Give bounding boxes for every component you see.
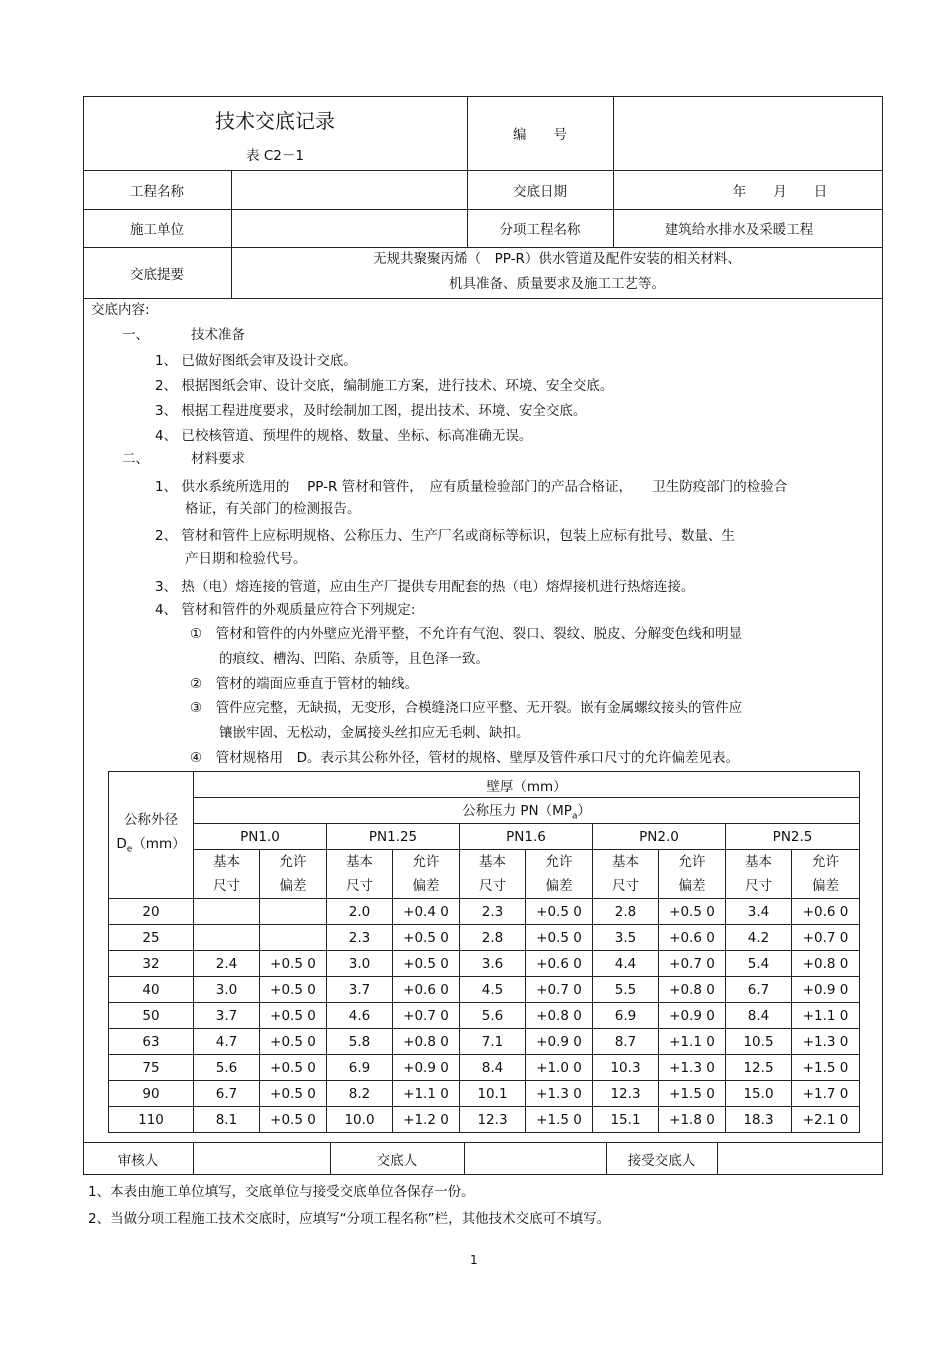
basic-label-1: 基本 (346, 854, 373, 870)
tolerance-cell: +1.5 0 (659, 1081, 726, 1107)
sub-item-2: ② 管材的端面应垂直于管材的轴线。 (190, 676, 419, 692)
outer-diameter-cell: 50 (109, 1003, 194, 1029)
sub-item-1-line-2: 的痕纹、槽沟、凹陷、杂质等，且色泽一致。 (219, 651, 489, 667)
subproject-label: 分项工程名称 (499, 222, 581, 238)
s2-item-4: 4、 管材和管件的外观质量应符合下列规定: (155, 602, 416, 618)
tolerance-header (260, 850, 327, 899)
pn-header: PN1.0 (194, 824, 327, 850)
tolerance-cell (260, 899, 327, 925)
table-row (109, 899, 860, 925)
sub-item-4: ④ 管材规格用 D。表示其公称外径，管材的规格、壁厚及管件承口尺寸的允许偏差见表。 (190, 750, 739, 766)
sub-item-1-line-1: ① 管材和管件的内外壁应光滑平整，不允许有气泡、裂口、裂纹、脱皮、分解变色线和明显 (190, 626, 743, 642)
page-number: 1 (470, 1253, 478, 1267)
basic-size-cell: 2.3 (460, 899, 526, 925)
tolerance-cell: +2.1 0 (792, 1107, 860, 1133)
basic-label-1: 基本 (213, 854, 240, 870)
basic-size-cell: 5.5 (593, 977, 659, 1003)
tolerance-cell: +1.3 0 (659, 1055, 726, 1081)
tolerance-cell: +1.8 0 (659, 1107, 726, 1133)
tolerance-cell: +0.5 0 (260, 1003, 327, 1029)
tolerance-label-2: 偏差 (812, 878, 840, 894)
basic-label-2: 尺寸 (745, 878, 772, 894)
basic-size-cell: 12.3 (460, 1107, 526, 1133)
pressure-label-end: ） (577, 803, 591, 820)
basic-size-cell: 4.7 (194, 1029, 260, 1055)
pressure-label: 公称压力 PN（MP (462, 803, 572, 820)
pn-header: PN2.0 (593, 824, 726, 850)
basic-size-cell: 15.1 (593, 1107, 659, 1133)
note-2: 2、当做分项工程施工技术交底时，应填写“分项工程名称”栏，其他技术交底可不填写。 (88, 1211, 611, 1227)
table-row (109, 1107, 860, 1133)
basic-size-cell: 3.0 (327, 951, 393, 977)
basic-size-cell: 4.2 (726, 925, 792, 951)
tolerance-label-2: 偏差 (545, 878, 573, 894)
summary-line-2: 机具准备、质量要求及施工工艺等。 (449, 276, 665, 292)
basic-label-2: 尺寸 (612, 878, 639, 894)
basic-size-cell: 10.0 (327, 1107, 393, 1133)
section-2-title: 材料要求 (191, 451, 245, 467)
tolerance-cell: +0.6 0 (659, 925, 726, 951)
number-label: 编 号 (513, 127, 567, 143)
s2-item-1-line-1: 1、 供水系统所选用的 PP-R 管材和管件， 应有质量检验部门的产品合格证， 卫生防疫部门的检验合 (155, 479, 788, 495)
pressure-header (194, 798, 860, 824)
tolerance-cell: +0.5 0 (526, 925, 593, 951)
outer-diameter-cell: 110 (109, 1107, 194, 1133)
tolerance-cell (260, 925, 327, 951)
receiver-field[interactable] (718, 1142, 882, 1175)
sub-item-3-line-2: 镶嵌牢固、无松动，金属接头丝扣应无毛刺、缺扣。 (219, 725, 530, 741)
table-row (109, 1055, 860, 1081)
discloser-field[interactable] (465, 1142, 606, 1175)
basic-size-cell: 8.2 (327, 1081, 393, 1107)
basic-size-cell: 6.7 (726, 977, 792, 1003)
tolerance-cell: +0.7 0 (792, 925, 860, 951)
tolerance-cell: +1.2 0 (393, 1107, 460, 1133)
content-heading: 交底内容: (91, 302, 150, 318)
tolerance-cell: +0.7 0 (393, 1003, 460, 1029)
od-label-line-1: 公称外径 (124, 812, 178, 829)
basic-size-cell: 8.4 (460, 1055, 526, 1081)
tolerance-cell: +0.6 0 (792, 899, 860, 925)
tolerance-cell: +1.1 0 (792, 1003, 860, 1029)
outer-diameter-cell: 25 (109, 925, 194, 951)
s1-item-4: 4、 已校核管道、预埋件的规格、数量、坐标、标高准确无误。 (155, 428, 533, 444)
tolerance-label-1: 允许 (812, 854, 840, 870)
outer-diameter-cell: 32 (109, 951, 194, 977)
tolerance-cell: +0.5 0 (260, 1055, 327, 1081)
tolerance-cell: +0.6 0 (393, 977, 460, 1003)
tolerance-cell: +0.5 0 (260, 1029, 327, 1055)
project-name-label: 工程名称 (130, 183, 184, 200)
table-row (109, 1081, 860, 1107)
tolerance-label-1: 允许 (545, 854, 573, 870)
basic-size-cell: 5.8 (327, 1029, 393, 1055)
construction-unit-field[interactable] (232, 209, 467, 247)
summary-line-1: 无规共聚聚丙烯（ PP-R）供水管道及配件安装的相关材料、 (373, 251, 741, 267)
basic-size-cell: 3.0 (194, 977, 260, 1003)
tolerance-cell: +0.5 0 (393, 925, 460, 951)
tolerance-cell: +0.5 0 (260, 1107, 327, 1133)
outer-diameter-cell: 20 (109, 899, 194, 925)
tolerance-cell: +0.9 0 (526, 1029, 593, 1055)
tolerance-cell: +0.5 0 (659, 899, 726, 925)
basic-size-cell (194, 899, 260, 925)
basic-size-cell: 4.4 (593, 951, 659, 977)
basic-size-cell: 8.1 (194, 1107, 260, 1133)
basic-size-cell: 6.9 (327, 1055, 393, 1081)
reviewer-field[interactable] (194, 1142, 330, 1175)
basic-size-cell: 4.5 (460, 977, 526, 1003)
basic-size-cell: 2.0 (327, 899, 393, 925)
tolerance-cell: +0.9 0 (792, 977, 860, 1003)
reviewer-label: 审核人 (117, 1152, 159, 1169)
tolerance-label-2: 偏差 (412, 878, 440, 894)
basic-size-header (327, 850, 393, 899)
tolerance-cell: +0.5 0 (393, 951, 460, 977)
basic-label-1: 基本 (612, 854, 639, 870)
table-row (109, 977, 860, 1003)
tolerance-cell: +0.8 0 (792, 951, 860, 977)
s1-item-3: 3、 根据工程进度要求，及时绘制加工图，提出技术、环境、安全交底。 (155, 403, 587, 419)
tolerance-label-1: 允许 (412, 854, 440, 870)
tolerance-label-1: 允许 (678, 854, 706, 870)
basic-size-cell: 3.5 (593, 925, 659, 951)
s2-item-1-line-2: 格证，有关部门的检测报告。 (185, 501, 361, 517)
s1-item-1: 1、 已做好图纸会审及设计交底。 (155, 353, 357, 369)
tolerance-label-1: 允许 (279, 854, 307, 870)
receiver-label: 接受交底人 (627, 1152, 696, 1169)
basic-size-cell: 3.4 (726, 899, 792, 925)
tolerance-cell: +0.6 0 (526, 951, 593, 977)
discloser-label: 交底人 (376, 1152, 418, 1169)
tolerance-cell: +0.5 0 (260, 977, 327, 1003)
s2-item-3: 3、 热（电）熔连接的管道，应由生产厂提供专用配套的热（电）熔焊接机进行热熔连接。 (155, 579, 695, 595)
basic-size-cell: 2.8 (593, 899, 659, 925)
date-field[interactable]: 年 月 日 (732, 183, 828, 200)
project-name-field[interactable] (232, 170, 467, 209)
s1-item-2: 2、 根据图纸会审、设计交底，编制施工方案，进行技术、环境、安全交底。 (155, 378, 614, 394)
basic-size-cell: 8.4 (726, 1003, 792, 1029)
pn-header: PN1.6 (460, 824, 593, 850)
tolerance-cell: +0.5 0 (260, 1081, 327, 1107)
basic-label-2: 尺寸 (346, 878, 373, 894)
tolerance-cell: +0.9 0 (659, 1003, 726, 1029)
table-row (109, 1003, 860, 1029)
basic-size-header (726, 850, 792, 899)
pipe-dimension-table (108, 771, 860, 1133)
outer-diameter-cell: 63 (109, 1029, 194, 1055)
row-divider (83, 298, 883, 299)
basic-size-header (460, 850, 526, 899)
form-title: 技术交底记录 (215, 108, 335, 133)
basic-size-cell: 3.7 (194, 1003, 260, 1029)
od-label-unit: （mm） (132, 836, 186, 853)
tolerance-cell: +0.7 0 (659, 951, 726, 977)
tolerance-label-2: 偏差 (678, 878, 706, 894)
tolerance-cell: +0.7 0 (526, 977, 593, 1003)
od-label-subscript: e (126, 844, 133, 855)
table-row (109, 951, 860, 977)
tolerance-cell: +1.1 0 (393, 1081, 460, 1107)
outer-diameter-cell: 40 (109, 977, 194, 1003)
number-field[interactable] (614, 96, 882, 170)
tolerance-cell: +0.4 0 (393, 899, 460, 925)
tolerance-label-2: 偏差 (279, 878, 307, 894)
form-code: 表 C2－1 (246, 148, 304, 164)
basic-size-header (194, 850, 260, 899)
od-label-symbol: D (116, 836, 127, 853)
tolerance-cell: +0.5 0 (260, 951, 327, 977)
tolerance-cell: +1.0 0 (526, 1055, 593, 1081)
tolerance-cell: +1.3 0 (526, 1081, 593, 1107)
basic-size-cell: 10.1 (460, 1081, 526, 1107)
tolerance-cell: +1.5 0 (526, 1107, 593, 1133)
tolerance-cell: +0.8 0 (659, 977, 726, 1003)
tolerance-header (393, 850, 460, 899)
basic-size-cell: 10.5 (726, 1029, 792, 1055)
basic-size-cell: 5.6 (194, 1055, 260, 1081)
pn-header: PN1.25 (327, 824, 460, 850)
basic-label-2: 尺寸 (479, 878, 506, 894)
s2-item-2-line-1: 2、 管材和管件上应标明规格、公称压力、生产厂名或商标等标识，包装上应标有批号、数量、生 (155, 528, 735, 544)
tolerance-cell: +0.8 0 (526, 1003, 593, 1029)
basic-size-cell: 15.0 (726, 1081, 792, 1107)
tolerance-cell: +0.9 0 (393, 1055, 460, 1081)
basic-size-cell: 18.3 (726, 1107, 792, 1133)
pressure-label-subscript: a (571, 811, 578, 822)
section-1-title: 技术准备 (191, 327, 245, 343)
tolerance-cell: +0.8 0 (393, 1029, 460, 1055)
basic-size-cell: 6.9 (593, 1003, 659, 1029)
basic-size-cell: 12.5 (726, 1055, 792, 1081)
basic-size-cell: 2.3 (327, 925, 393, 951)
wall-thickness-header: 壁厚（mm） (194, 772, 860, 798)
basic-label-1: 基本 (745, 854, 772, 870)
basic-size-cell: 10.3 (593, 1055, 659, 1081)
tolerance-cell: +0.5 0 (526, 899, 593, 925)
s2-item-2-line-2: 产日期和检验代号。 (185, 551, 307, 567)
tolerance-header (792, 850, 860, 899)
section-2-number: 二、 (122, 451, 149, 467)
summary-label: 交底提要 (130, 266, 184, 283)
tolerance-header (526, 850, 593, 899)
basic-size-cell: 6.7 (194, 1081, 260, 1107)
subproject-field[interactable]: 建筑给水排水及采暖工程 (664, 222, 814, 238)
basic-size-cell: 7.1 (460, 1029, 526, 1055)
basic-size-cell: 5.4 (726, 951, 792, 977)
sub-item-3-line-1: ③ 管件应完整，无缺损，无变形，合模缝浇口应平整、无开裂。嵌有金属螺纹接头的管件应 (190, 700, 743, 716)
pn-header: PN2.5 (726, 824, 860, 850)
tolerance-cell: +1.3 0 (792, 1029, 860, 1055)
basic-size-cell: 5.6 (460, 1003, 526, 1029)
basic-size-cell: 2.4 (194, 951, 260, 977)
basic-size-cell: 4.6 (327, 1003, 393, 1029)
basic-size-cell (194, 925, 260, 951)
tolerance-cell: +1.7 0 (792, 1081, 860, 1107)
basic-size-cell: 3.7 (327, 977, 393, 1003)
basic-size-cell: 8.7 (593, 1029, 659, 1055)
date-label: 交底日期 (513, 183, 567, 200)
note-1: 1、本表由施工单位填写，交底单位与接受交底单位各保存一份。 (88, 1184, 475, 1200)
basic-size-cell: 12.3 (593, 1081, 659, 1107)
basic-label-2: 尺寸 (213, 878, 240, 894)
outer-diameter-cell: 75 (109, 1055, 194, 1081)
construction-unit-label: 施工单位 (130, 222, 184, 238)
od-header (109, 772, 194, 899)
basic-label-1: 基本 (479, 854, 506, 870)
table-row (109, 1029, 860, 1055)
basic-size-cell: 3.6 (460, 951, 526, 977)
outer-diameter-cell: 90 (109, 1081, 194, 1107)
tolerance-cell: +1.1 0 (659, 1029, 726, 1055)
basic-size-header (593, 850, 659, 899)
tolerance-cell: +1.5 0 (792, 1055, 860, 1081)
tolerance-header (659, 850, 726, 899)
basic-size-cell: 2.8 (460, 925, 526, 951)
table-row (109, 925, 860, 951)
section-1-number: 一、 (122, 327, 149, 343)
